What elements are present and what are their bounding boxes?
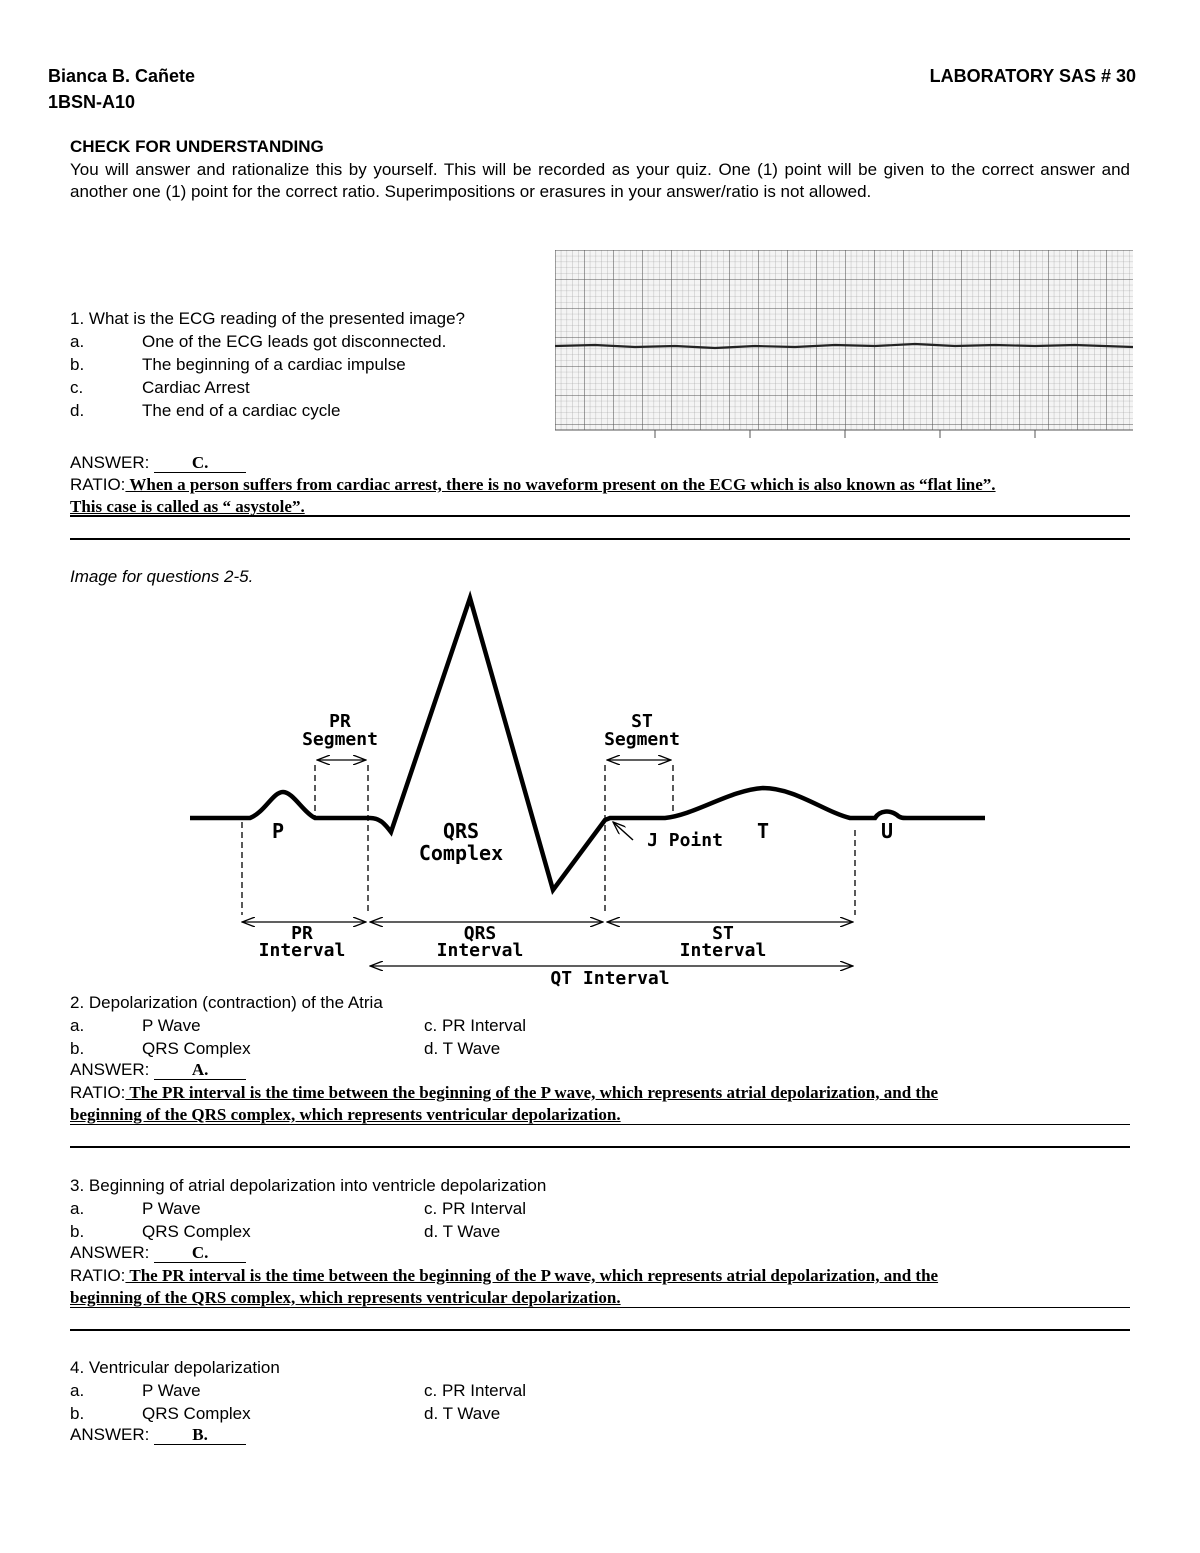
divider: [70, 1307, 1130, 1308]
st-segment-label: Segment: [604, 729, 680, 750]
pr-interval-label: PR: [291, 923, 313, 944]
q2-ratio-line2: beginning of the QRS complex, which represents ventricular depolarization.: [70, 1105, 621, 1124]
q1-ratio-line2: This case is called as “ asystole”.: [70, 497, 305, 516]
q4-option-row: b. QRS Complex d. T Wave: [70, 1404, 501, 1423]
q1-option-d[interactable]: d. The end of a cardiac cycle: [70, 401, 341, 420]
answer-label: ANSWER:: [70, 1060, 150, 1079]
pr-segment-label: PR: [329, 711, 351, 732]
q3-answer-row: [70, 1242, 246, 1264]
q4-options: [70, 1380, 770, 1426]
q2-answer-row: [70, 1059, 246, 1081]
qrs-interval-label: QRS: [463, 923, 497, 944]
q4-option-row: a. P Wave c. PR Interval: [70, 1381, 527, 1400]
answer-label: ANSWER:: [70, 1243, 150, 1262]
divider: [70, 1329, 1130, 1331]
q4-option-d[interactable]: d. T Wave: [424, 1404, 501, 1423]
ecg-waveform-diagram: [185, 590, 995, 990]
student-section: 1BSN-A10: [48, 92, 136, 112]
divider: [70, 538, 1130, 540]
st-interval-label: ST: [712, 923, 734, 944]
u-wave-label: U: [880, 819, 894, 843]
q2-ratio-line2-wrap: [70, 1104, 621, 1126]
q1-option-a[interactable]: a. One of the ECG leads got disconnected.: [70, 332, 447, 351]
section-heading: CHECK FOR UNDERSTANDING: [70, 137, 324, 156]
p-wave-label: P: [271, 819, 285, 843]
pr-segment-label: Segment: [302, 729, 378, 750]
qt-interval-label: QT Interval: [550, 968, 670, 989]
q3-ratio-line2-wrap: [70, 1287, 621, 1309]
qrs-complex-label: QRS: [442, 819, 480, 843]
q4-option-a[interactable]: P Wave: [142, 1381, 201, 1400]
divider: [70, 1124, 1130, 1125]
q3-ratio-line1: The PR interval is the time between the beginning of the P wave, which represents atrial depolarization, and the: [125, 1266, 939, 1285]
qrs-interval-label: Interval: [436, 940, 524, 961]
q1-answer-field[interactable]: C.: [154, 452, 246, 473]
q2-option-row: b. QRS Complex d. T Wave: [70, 1039, 501, 1058]
q3-question: 3. Beginning of atrial depolarization into ventricle depolarization: [70, 1176, 547, 1195]
q2-question: 2. Depolarization (contraction) of the Atria: [70, 993, 383, 1012]
q4-answer-row: [70, 1424, 246, 1446]
q1-ratio: RATIO: When a person suffers from cardiac arrest, there is no waveform present on the ECG which is also known as “flat line”.: [70, 475, 996, 494]
q4-option-b[interactable]: QRS Complex: [142, 1404, 251, 1423]
q1-answer-row: [70, 452, 246, 474]
q2-option-row: a. P Wave c. PR Interval: [70, 1016, 527, 1035]
divider: [70, 515, 1130, 517]
q1-question: 1. What is the ECG reading of the presented image?: [70, 309, 466, 328]
instructions: You will answer and rationalize this by yourself. This will be recorded as your quiz. One (1) point will be given to the correct answer and another one (1) point for the correct ratio. Superimpositions or erasures in your answer/ratio is not allowed.: [70, 160, 1130, 201]
st-segment-label: ST: [631, 711, 653, 732]
q3-answer-field[interactable]: C.: [154, 1242, 246, 1263]
q3-option-c[interactable]: c. PR Interval: [424, 1199, 527, 1218]
q3-option-b[interactable]: QRS Complex: [142, 1222, 251, 1241]
j-point-label: J Point: [647, 830, 723, 851]
q3-ratio-line2: beginning of the QRS complex, which represents ventricular depolarization.: [70, 1288, 621, 1307]
q2-answer-field[interactable]: A.: [154, 1059, 246, 1080]
q3-option-row: a. P Wave c. PR Interval: [70, 1199, 527, 1218]
q3-option-d[interactable]: d. T Wave: [424, 1222, 501, 1241]
divider: [70, 1146, 1130, 1148]
q4-option-c[interactable]: c. PR Interval: [424, 1381, 527, 1400]
q4-question: 4. Ventricular depolarization: [70, 1358, 280, 1377]
q2-option-d[interactable]: d. T Wave: [424, 1039, 501, 1058]
qrs-complex-label: Complex: [418, 841, 504, 865]
q2-ratio: RATIO: The PR interval is the time between the beginning of the P wave, which represents atrial depolarization, and the: [70, 1083, 939, 1102]
t-wave-label: T: [756, 819, 770, 843]
student-name: Bianca B. Cañete: [48, 66, 196, 86]
q2-options: [70, 1015, 770, 1061]
q2-option-b[interactable]: QRS Complex: [142, 1039, 251, 1058]
q1-option-c[interactable]: c. Cardiac Arrest: [70, 378, 250, 397]
answer-label: ANSWER:: [70, 453, 150, 472]
q2-option-c[interactable]: c. PR Interval: [424, 1016, 527, 1035]
q3-options: [70, 1198, 770, 1244]
diagram-caption: Image for questions 2-5.: [70, 567, 254, 586]
lab-title: LABORATORY SAS # 30: [929, 66, 1136, 86]
q4-answer-field[interactable]: B.: [154, 1424, 246, 1445]
pr-interval-label: Interval: [258, 940, 346, 961]
st-interval-label: Interval: [679, 940, 767, 961]
q2-option-a[interactable]: P Wave: [142, 1016, 201, 1035]
q3-ratio: RATIO: The PR interval is the time between the beginning of the P wave, which represents atrial depolarization, and the: [70, 1266, 939, 1285]
q1-options: [70, 331, 530, 423]
q2-ratio-line1: The PR interval is the time between the beginning of the P wave, which represents atrial depolarization, and the: [125, 1083, 939, 1102]
q3-option-a[interactable]: P Wave: [142, 1199, 201, 1218]
q1-option-b[interactable]: b. The beginning of a cardiac impulse: [70, 355, 406, 374]
answer-label: ANSWER:: [70, 1425, 150, 1444]
q1-ratio-line1: When a person suffers from cardiac arrest, there is no waveform present on the ECG which is also known as “flat line”.: [125, 475, 996, 494]
ecg-flatline-strip: [555, 250, 1133, 438]
q3-option-row: b. QRS Complex d. T Wave: [70, 1222, 501, 1241]
